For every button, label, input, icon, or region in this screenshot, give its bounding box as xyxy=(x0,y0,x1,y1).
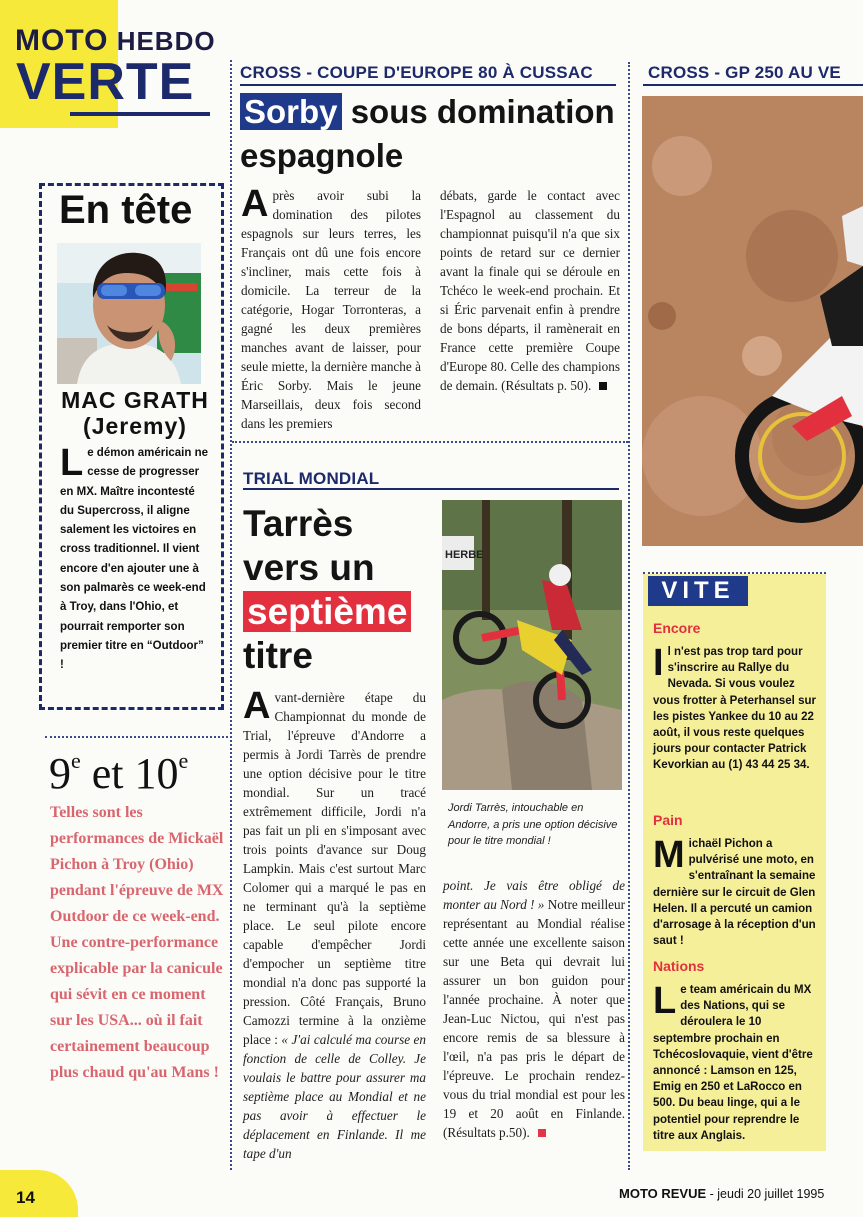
footer-publication xyxy=(619,1186,824,1201)
vite-label: VITE xyxy=(648,576,748,606)
en-tete-text xyxy=(60,444,210,676)
vite-item-body: l n'est pas trop tard pour s'inscrire au Rallye du Nevada. Si vous voulez vous frotter à Peterhansel sur les pistes Yankee du 10 au 22 août, il vous reste quelques jours pour contacter Patrick Kevorkian au (1) 43 44 25 34. xyxy=(653,646,816,772)
drop-cap: A xyxy=(243,685,271,727)
score-title xyxy=(49,748,188,799)
rider-name xyxy=(55,387,215,439)
page-corner xyxy=(0,1170,78,1217)
page-number: 14 xyxy=(16,1188,35,1207)
en-tete-body: e démon américain ne cesse de progresser en MX. Maître incontesté du Supercross, il aligne salement les victoires en cross traditionnel. Il vient encore d'en ajouter une à son palmarès ce week-end à Troy, dans l'Ohio, et pourrait remporter son premier titre en “Outdoor” ! xyxy=(60,447,209,672)
vite-item-text xyxy=(653,836,821,949)
column-divider-right xyxy=(628,62,630,1170)
cross-headline-highlight: Sorby xyxy=(240,93,342,130)
en-tete-title: En tête xyxy=(59,188,193,232)
score-sup-b: e xyxy=(178,748,189,773)
trial-col1-text: vant-dernière étape du Championnat du monde de Trial, l'épreuve d'Andorre a permis à Jordi Tarrès de prendre une option décisive pour le titre mondial. Sur un tracé extrêmement difficile, Jordi n'a pas fait un pli en s'imposant avec trois points d'avance sur Doug Lampkin. Mais c'est surtout Marc Colomer qui a marqué le pas en ne terminant qu'à la septième place. Le seul pilote encore capable d'empêcher Jordi d'empocher un septième titre mondial n'a donc pas supporté la pression. Côté Français, Bruno Camozzi termine à la onzième place : xyxy=(243,690,426,1047)
drop-cap: I xyxy=(653,642,664,684)
brand-verte: VERTE xyxy=(16,53,195,111)
trial-photo-caption: Jordi Tarrès, intouchable en Andorre, a pris une option décisive pour le titre mondial ! xyxy=(448,802,618,847)
trial-headline-line2: vers un xyxy=(243,547,375,588)
rider-name-line1: MAC GRATH xyxy=(61,387,209,413)
cross-headline-rest: sous domination espagnole xyxy=(240,93,615,174)
cross-col2-text: débats, garde le contact avec l'Espagnol au classement du championnat puisqu'il n'a que six points de retard sur ce dernier avant la finale qui se déroule en Tchéco le week-end prochain. Et si Éric parvenait enfin à prendre de bons départs, il ramènerait en France cette première Coupe d'Europe 80. Celle des champions de demain. (Résultats p. 50). xyxy=(440,188,620,393)
trial-kicker-rule xyxy=(243,488,619,490)
score-title-a: 9 xyxy=(49,749,71,798)
trial-headline-line4: titre xyxy=(243,635,313,676)
drop-cap: A xyxy=(241,183,269,225)
cross-kicker: CROSS - COUPE D'EUROPE 80 À CUSSAC xyxy=(240,63,593,82)
brand-hebdo: HEBDO xyxy=(116,26,216,56)
gp-kicker-rule xyxy=(643,84,863,86)
rider-portrait-photo xyxy=(57,243,201,384)
trial-headline-highlight: septième xyxy=(243,591,411,632)
vite-item-heading: Nations xyxy=(653,958,705,974)
drop-cap: M xyxy=(653,834,685,876)
vite-item-text xyxy=(653,982,821,1144)
drop-cap: L xyxy=(60,442,84,484)
vite-item-encore xyxy=(653,620,821,774)
trial-headline xyxy=(243,502,443,678)
brand-underline xyxy=(70,112,210,116)
cross-col2 xyxy=(440,186,620,395)
photo-sign-text: HERBE xyxy=(445,549,484,561)
column-divider-left xyxy=(230,60,232,1170)
motocross-photo xyxy=(642,96,863,546)
drop-cap: L xyxy=(653,980,677,1022)
rider-name-line2: (Jeremy) xyxy=(83,413,187,439)
footer-magazine: MOTO REVUE xyxy=(619,1186,707,1201)
trial-rider-photo xyxy=(442,500,622,790)
vite-item-body: ichaël Pichon a pulvérisé une moto, en s'entraînant la semaine dernière sur le circuit de Glen Helen. Il a percuté un camion d'arrosage à la réception d'un saut ! xyxy=(653,838,816,948)
trial-col1 xyxy=(243,685,427,1163)
cross-col1 xyxy=(241,183,421,433)
trial-col1-quote: « J'ai calculé ma course en fonction de celle de Colley. Je voulais le battre pour assurer ma septième place au Mondial et ne pas avoir à effectuer le déplacement en Finlande. Il me tape d'un xyxy=(243,1032,427,1161)
trial-col2 xyxy=(443,876,625,1142)
cross-col1-text: près avoir subi la domination des pilotes espagnols sur leurs terres, les Français ont dû une fois encore s'incliner, mais cette fois à domicile. La terreur de la catégorie, Hogar Torronteras, a gagné les deux premières manches avant de laisser, pour seule miette, la dernière manche à Éric Sorby. Mais le jeune Marseillais, deux fois second dans les premiers xyxy=(241,188,421,431)
vite-item-heading: Encore xyxy=(653,620,701,636)
score-sup-a: e xyxy=(71,748,81,773)
footer-date: - jeudi 20 juillet 1995 xyxy=(706,1187,825,1201)
vite-item-body: e team américain du MX des Nations, qui se déroulera le 10 septembre prochain en Tchécoslovaquie, vient d'être annoncé : Lamson en 125, Emig en 250 et LaRocco en 500. Du beau linge, qui a le potentiel pour reprendre le titre aux Anglais. xyxy=(653,984,813,1142)
vite-item-heading: Pain xyxy=(653,812,683,828)
end-mark-icon xyxy=(538,1129,546,1137)
trial-kicker: TRIAL MONDIAL xyxy=(243,469,380,488)
vite-item-text xyxy=(653,644,821,774)
vite-item-nations xyxy=(653,958,821,1144)
trial-col2-text: Notre meilleur représentant au Mondial réalise cette année une excellente saison sur une Beta qui devrait lui assurer un bon guidon pour l'année prochaine. À noter que Jean-Luc Nictou, qui n'est pas encore remis de sa blessure à l'œil, n'a pas pris le départ de l'épreuve. Le prochain rendez-vous du trial mondial est pour les 19 et 20 août en Finlande. (Résultats p.50). xyxy=(443,897,625,1140)
cross-headline xyxy=(240,90,620,178)
article-divider xyxy=(232,441,628,443)
end-mark-icon xyxy=(599,382,607,390)
left-divider xyxy=(45,736,228,738)
score-text: Telles sont les performances de Mickaël Pichon à Troy (Ohio) pendant l'épreuve de MX Outdoor de ce week-end. Une contre-performance explicable par la canicule qui sévit en ce moment sur les USA... où il fait certainement beaucoup plus chaud qu'au Mans ! xyxy=(50,804,224,1081)
gp-kicker: CROSS - GP 250 AU VE xyxy=(648,63,841,82)
score-title-mid: et 10 xyxy=(80,749,179,798)
brand-moto: MOTO xyxy=(15,24,109,57)
cross-kicker-rule xyxy=(240,84,616,86)
trial-headline-line1: Tarrès xyxy=(243,503,354,544)
trial-col2-quote: point. Je vais être obligé de monter au Nord ! » xyxy=(443,878,625,912)
vite-item-pain xyxy=(653,812,821,949)
